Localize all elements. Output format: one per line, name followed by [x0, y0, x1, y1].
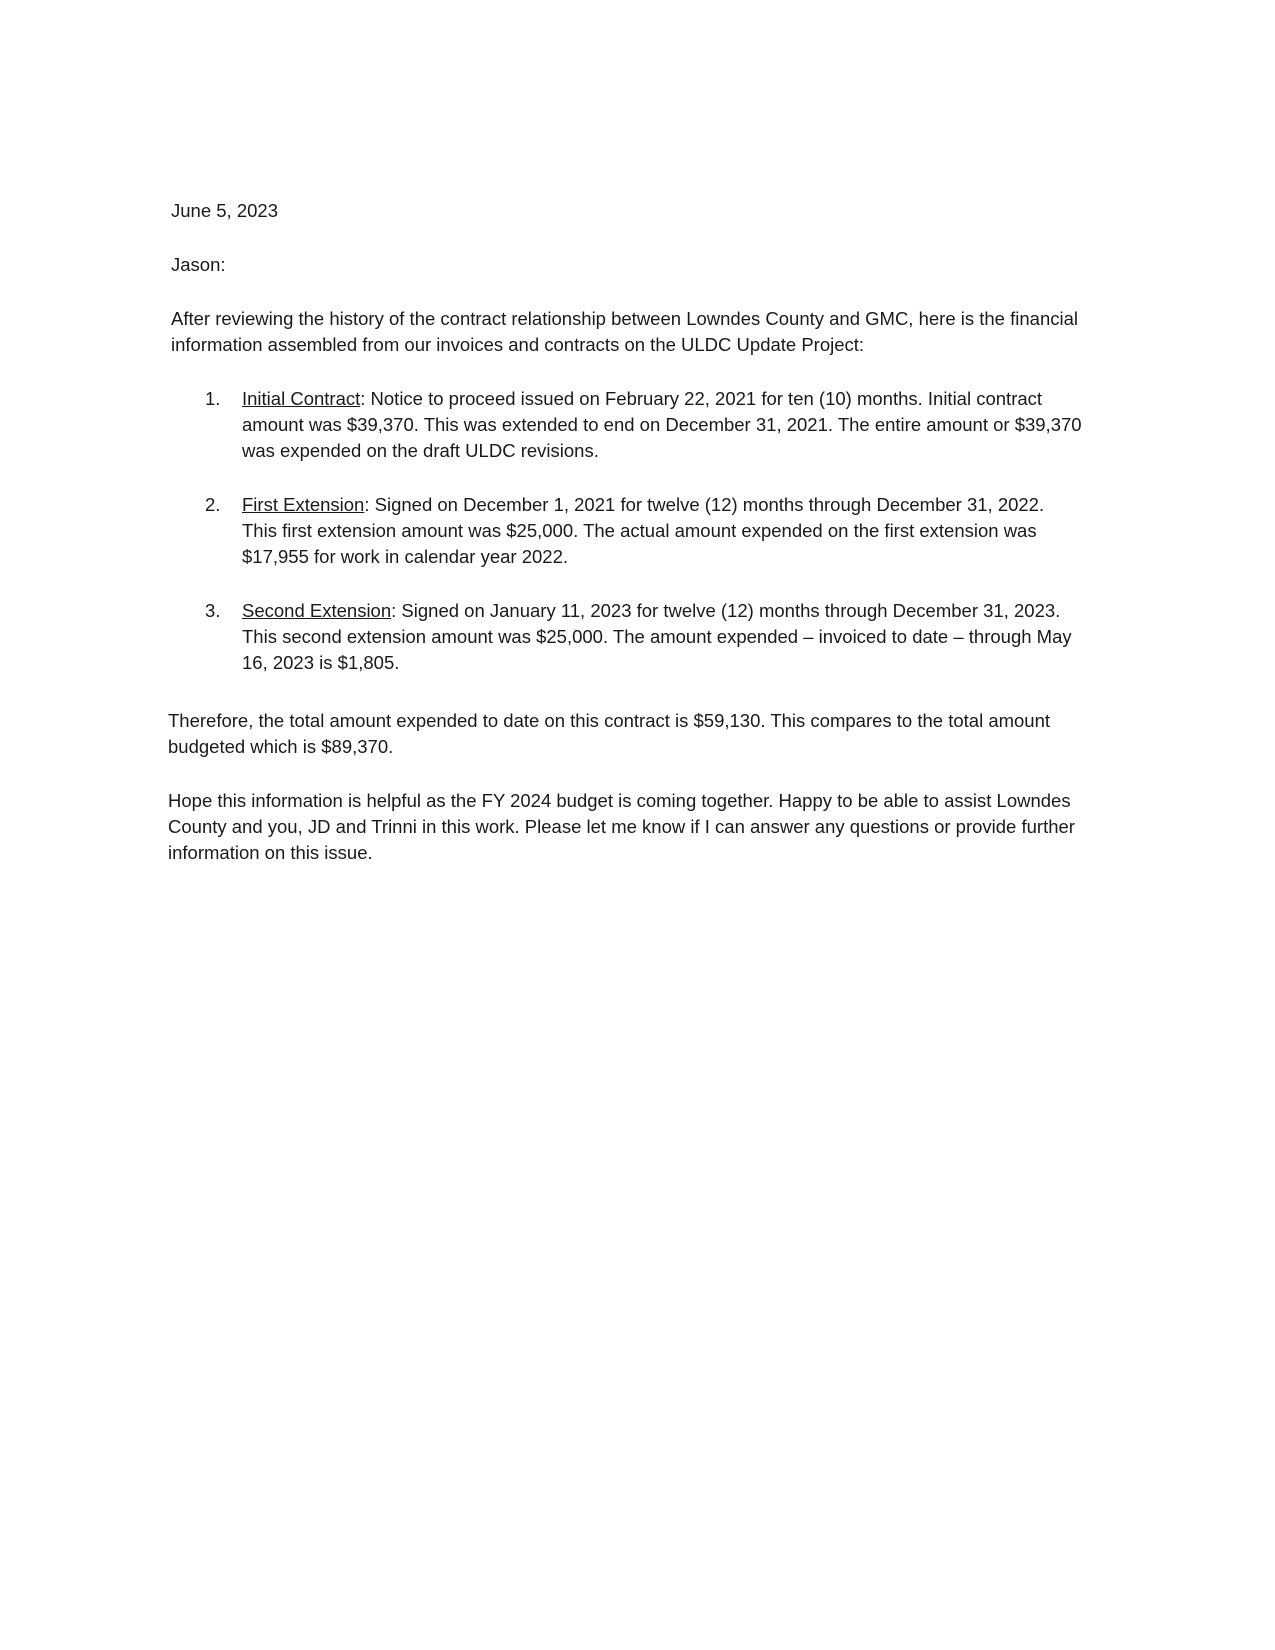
list-item-text: : Signed on January 11, 2023 for twelve (12) months through December 31, 2023. This second extension amount was $25,000. The amount expended – invoiced to date – through May 16, 2023 is $1,805.	[242, 600, 1072, 673]
list-item-second-extension	[171, 598, 1091, 676]
list-item-body	[242, 492, 1082, 570]
contract-list	[171, 386, 1091, 704]
list-item-title: First Extension	[242, 494, 365, 515]
list-item-text: : Notice to proceed issued on February 22, 2021 for ten (10) months. Initial contract amount was $39,370. This was extended to end on December 31, 2021. The entire amount or $39,370 was expended on the draft ULDC revisions.	[242, 388, 1082, 461]
list-item-number: 2.	[205, 494, 221, 515]
list-item-initial-contract	[171, 386, 1091, 464]
letter-salutation: Jason:	[171, 254, 226, 275]
list-item-title: Initial Contract	[242, 388, 361, 409]
closing-paragraph: Hope this information is helpful as the FY 2024 budget is coming together. Happy to be able to assist Lowndes County and you, JD and Trinni in this work. Please let me know if I can answer any questions or provide further information on this issue.	[168, 790, 1075, 863]
list-item-body	[242, 386, 1082, 464]
list-item-first-extension	[171, 492, 1091, 570]
list-item-number: 3.	[205, 600, 221, 621]
list-item-text: : Signed on December 1, 2021 for twelve (12) months through December 31, 2022. This first extension amount was $25,000. The actual amount expended on the first extension was $17,955 for work in calendar year 2022.	[242, 494, 1045, 567]
list-item-title: Second Extension	[242, 600, 392, 621]
list-item-number: 1.	[205, 388, 221, 409]
letter-date: June 5, 2023	[171, 200, 278, 221]
intro-paragraph: After reviewing the history of the contract relationship between Lowndes County and GMC, here is the financial information assembled from our invoices and contracts on the ULDC Update Project:	[171, 308, 1078, 355]
list-item-body	[242, 598, 1082, 676]
summary-paragraph: Therefore, the total amount expended to date on this contract is $59,130. This compares to the total amount budgeted which is $89,370.	[168, 710, 1051, 757]
